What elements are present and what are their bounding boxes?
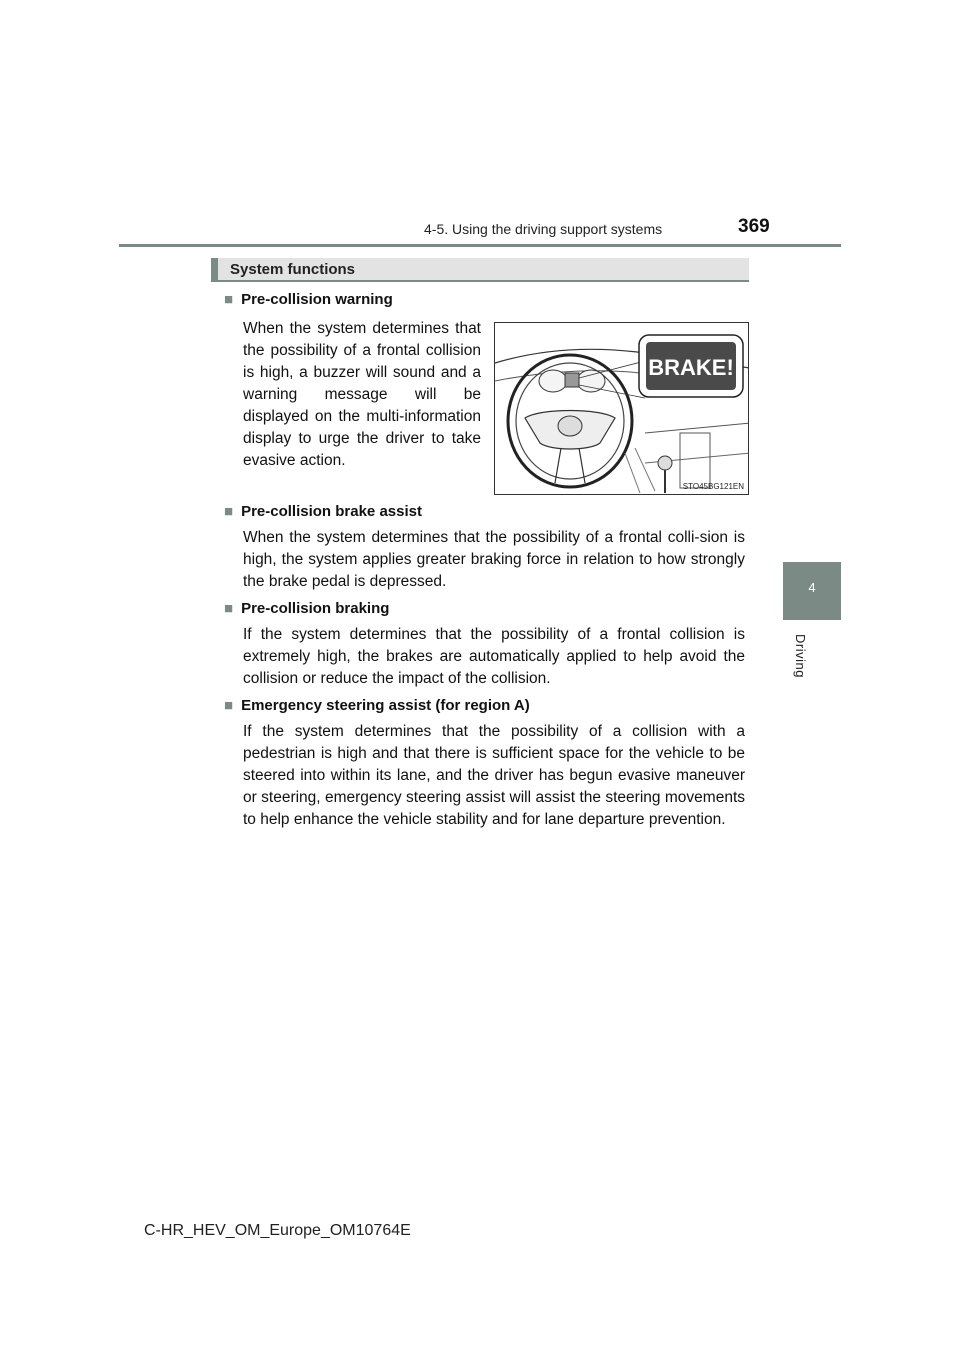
item-heading-text: Pre-collision warning [241, 291, 393, 308]
square-bullet-icon: ■ [224, 503, 234, 520]
square-bullet-icon: ■ [224, 600, 234, 617]
page-number: 369 [738, 216, 770, 237]
item-heading [224, 600, 389, 617]
document-id: C-HR_HEV_OM_Europe_OM10764E [144, 1222, 411, 1239]
chapter-label: Driving [793, 634, 808, 678]
dashboard-drawing [495, 323, 749, 495]
item-heading-text: Pre-collision brake assist [241, 503, 422, 520]
brake-warning-text: BRAKE! [648, 355, 734, 380]
header-section-title: 4-5. Using the driving support systems [424, 221, 663, 237]
section-title: System functions [230, 261, 356, 278]
square-bullet-icon: ■ [224, 291, 234, 308]
square-bullet-icon: ■ [224, 697, 234, 714]
item-body: When the system determines that the possibility of a frontal colli-sion is high, the system applies greater braking force in relation to how strongly the brake pedal is depressed. [243, 529, 745, 590]
item-body: When the system determines that the possibility of a frontal collision is high, a buzzer will sound and a warning message will be displayed on the multi-information display to urge the driver to take evasive action. [243, 320, 481, 469]
item-body: If the system determines that the possibility of a collision with a pedestrian is high and that there is sufficient space for the vehicle to be steered into within its lane, and the driver has begun evasive maneuver or steering, emergency steering assist will assist the steering movements to help enhance the vehicle stability and for lane departure prevention. [243, 723, 745, 828]
item-heading [224, 291, 393, 308]
section-heading-bar [211, 258, 749, 282]
item-heading [224, 697, 530, 714]
item-heading-text: Emergency steering assist (for region A) [241, 697, 530, 714]
chapter-tab: 4 [783, 562, 841, 620]
header-divider [119, 244, 841, 247]
dashboard-illustration [494, 322, 749, 495]
item-heading [224, 503, 422, 520]
item-body: If the system determines that the possibility of a frontal collision is extremely high, the brakes are automatically applied to help avoid the collision or reduce the impact of the collision. [243, 626, 745, 687]
item-heading-text: Pre-collision braking [241, 600, 390, 617]
figure-code: STO45BG121EN [682, 482, 744, 491]
